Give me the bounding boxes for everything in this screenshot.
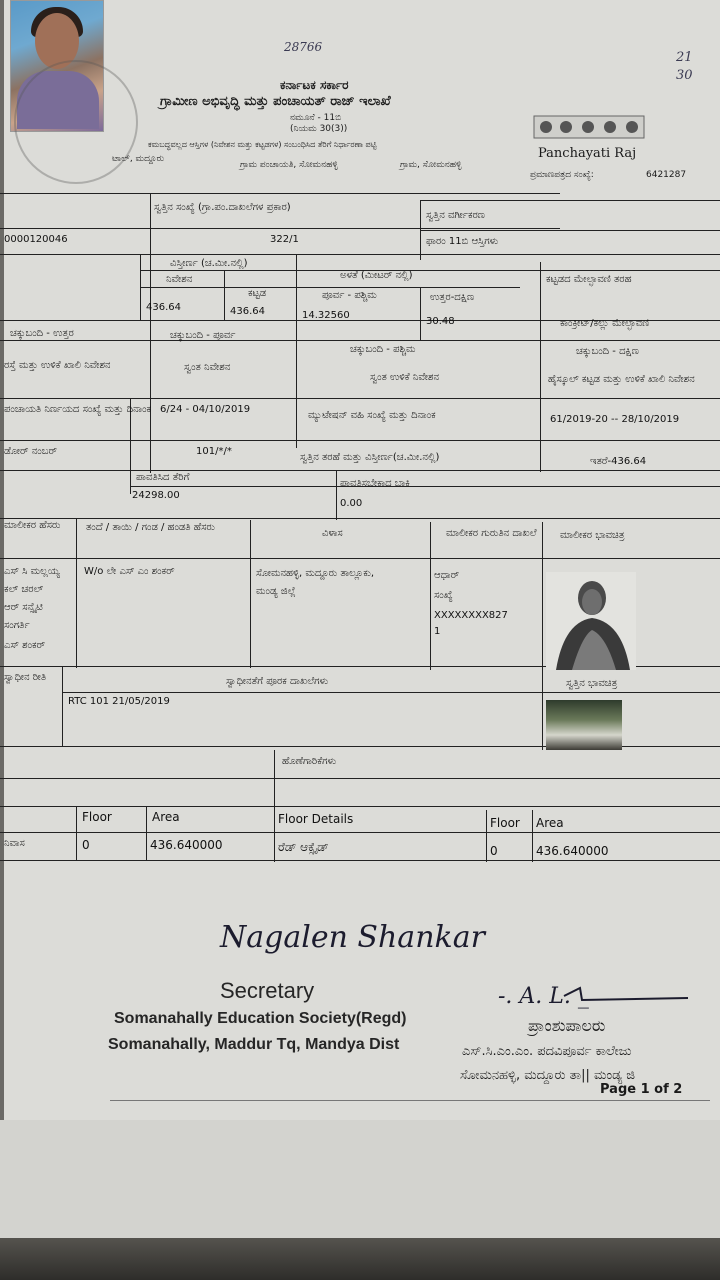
owner-id-4: 1 [434, 626, 441, 637]
lower-band [0, 1120, 720, 1240]
header-form-no: ನಮೂನೆ - 11ಬಿ [290, 113, 342, 123]
ns-value: 30.48 [426, 316, 455, 327]
tax-paid-label: ಪಾವತಿಸಿದ ತೆರಿಗೆ [136, 472, 190, 483]
form-11b-label: ಫಾರಂ 11ಬಿ ಆಸ್ತಿಗಳು [426, 236, 499, 247]
site-area: 436.64 [146, 302, 181, 313]
owner-name-line-2: ಕಲ್ ಚರಲ್ [4, 584, 44, 595]
header-department: ಗ್ರಾಮೀಣ ಅಭಿವೃದ್ಧಿ ಮತ್ತು ಪಂಚಾಯತ್ ರಾಜ್ ಇಲಾಖೆ [160, 94, 391, 109]
boundary-s-value: ಹೈಸ್ಕೂಲ್ ಕಟ್ಟಡ ಮತ್ತು ಉಳಿಕೆ ಖಾಲಿ ನಿವೇಶನ [548, 374, 695, 385]
type-area-label: ಸ್ವತ್ತಿನ ತರಹೆ ಮತ್ತು ವಿಸ್ತೀರ್ಣ(ಚ.ಮೀ.ನಲ್ಲಿ) [300, 452, 440, 463]
resolution-value: 6/24 - 04/10/2019 [160, 404, 251, 415]
ew-label: ಪೂರ್ವ - ಪಶ್ಚಿಮ [322, 290, 377, 301]
door-value: 101/*/* [196, 446, 232, 457]
liabilities-label: ಹೊಣೆಗಾರಿಕೆಗಳು [282, 756, 337, 767]
measure-label: ಅಳತೆ (ಮೀಟರ್ ನಲ್ಲಿ) [340, 270, 413, 281]
mutation-value: 61/2019-20 -- 28/10/2019 [550, 414, 680, 425]
signature-left: Nagalen Shankar [220, 920, 485, 955]
owner-address-label: ವಿಳಾಸ [322, 528, 343, 539]
top-note-right-1: 21 [676, 50, 693, 65]
ns-label: ಉತ್ತರ-ದಕ್ಷಿಣ [430, 292, 475, 303]
society-address: Somanahally, Maddur Tq, Mandya Dist [108, 1036, 400, 1053]
boundary-n-value: ರಸ್ತೆ ಮತ್ತು ಉಳಿಕೆ ಖಾಲಿ ನಿವೇಶನ [4, 360, 111, 371]
prop-no-label: ಸ್ವತ್ತಿನ ಸಂಖ್ಯೆ (ಗ್ರಾ.ಪಂ.ದಾಖಲೆಗಳ ಪ್ರಕಾರ) [154, 202, 291, 213]
owner-name-line-1: ಎಸ್ ಸಿ ಮಲ್ಲಯ್ಯ [4, 566, 60, 577]
roof-value: ಕಾಂಕ್ರೀಟ್/ಕಲ್ಲು ಮೇಲ್ಛಾವಣಿ [560, 318, 650, 329]
owner-photo-label: ಮಾಲೀಕರ ಭಾವಚಿತ್ರ [560, 530, 625, 541]
roof-label: ಕಟ್ಟಡದ ಮೇಲ್ಛಾವಣಿ ತರಹ [546, 274, 632, 285]
property-photo [546, 700, 622, 750]
door-label: ಡೋರ್ ನಂಬರ್ [4, 446, 58, 457]
owner-id-3: XXXXXXXX827 [434, 610, 508, 621]
tax-due-label: ಪಾವತಿಸಬೇಕಾದ ಬಾಕಿ [340, 478, 410, 489]
tax-paid-value: 24298.00 [132, 490, 180, 501]
owner-address-2: ಮಂಡ್ಯ ಜಿಲ್ಲೆ [256, 586, 296, 597]
principal-title: ಪ್ರಾಂಶುಪಾಲರು [528, 1016, 606, 1035]
signature-right: -. A. L. _ [498, 984, 589, 1009]
owner-id-label: ಮಾಲೀಕರ ಗುರುತಿನ ದಾಖಲೆ [446, 528, 537, 539]
owner-address-1: ಸೋಮನಹಳ್ಳಿ, ಮದ್ದೂರು ತಾಲ್ಲೂಕು, [256, 568, 375, 579]
owner-name-line-4: ಸಂಗರ್ತಿ [4, 620, 30, 631]
header-village: ಗ್ರಾಮ, ಸೋಮನಹಳ್ಳಿ [400, 160, 462, 170]
owner-id-1: ಆಧಾರ್ [434, 570, 460, 581]
floor-header: Floor [82, 810, 112, 824]
header-subtitle: ಕಮಬದ್ಧವಲ್ಲದ ಆಸ್ತಿಗಳ (ನಿವೇಶನ ಮತ್ತು ಕಟ್ಟಡಗಳ) ಸಂಬಂಧಿಸಿದ ತೆರಿಗೆ ನಿರ್ಧಾರಣಾ ಪಟ್ಟಿ [148, 140, 377, 149]
docs-label: ಸ್ವಾಧೀನತೆಗೆ ಪೂರಕ ದಾಖಲೆಗಳು [226, 676, 329, 687]
header-rule: (ನಿಯಮ 30(3)) [290, 124, 348, 134]
tax-due-value: 0.00 [340, 498, 363, 509]
area-header-2: Area [536, 816, 564, 830]
secretary-title: Secretary [220, 978, 315, 1003]
area-label: ವಿಸ್ತೀರ್ಣ (ಚ.ಮೀ.ನಲ್ಲಿ) [170, 258, 248, 269]
prop-photo-label: ಸ್ವತ್ತಿನ ಭಾವಚಿತ್ರ [566, 678, 618, 689]
panchayati-raj-logo [532, 110, 648, 146]
area-value-2: 436.640000 [536, 844, 609, 858]
college-name: ಎಸ್.ಸಿ.ಎಂ.ಎಂ. ಪದವಿಪೂರ್ವ ಕಾಲೇಜು [462, 1044, 632, 1059]
boundary-s-label: ಚಕ್ಕುಬಂದಿ - ದಕ್ಷಿಣ [576, 346, 639, 357]
area-header: Area [152, 810, 180, 824]
classification-label: ಸ್ವತ್ತಿನ ವರ್ಗೀಕರಣ [426, 210, 485, 221]
boundary-e-label: ಚಕ್ಕುಬಂದಿ - ಪೂರ್ವ [170, 330, 236, 341]
mutation-label: ಮ್ಯುಟೇಷನ್ ವಹಿ ಸಂಖ್ಯೆ ಮತ್ತು ದಿನಾಂಕ [308, 410, 436, 421]
boundary-e-value: ಸ್ವಂತ ನಿವೇಶನ [184, 362, 231, 373]
owner-relation-label: ತಂದೆ / ತಾಯಿ / ಗಂಡ / ಹಂಡತಿ ಹೆಸರು [86, 522, 215, 533]
building-area: 436.64 [230, 306, 265, 317]
building-label: ಕಟ್ಟಡ [248, 288, 267, 299]
seal-stamp [14, 60, 138, 184]
ew-value: 14.32560 [302, 310, 350, 321]
boundary-n-label: ಚಕ್ಕುಬಂದಿ - ಉತ್ತರ [10, 328, 74, 339]
owner-name-line-3: ಆರ್ ಸನ್ಸೈಟಿ [4, 602, 43, 613]
owner-relation-value: W/o ಲೇ ಎಸ್ ಎಂ ಶಂಕರ್ [84, 566, 175, 577]
floor-details-value: ರೆಡ್ ಆಕ್ಸೈಡ್ [278, 840, 329, 854]
owner-name-label: ಮಾಲೀಕರ ಹೆಸರು [4, 520, 61, 531]
top-note-center: 28766 [284, 40, 323, 54]
owner-photo [546, 572, 636, 670]
owner-name-line-5: ಎಸ್ ಶಂಕರ್ [4, 640, 46, 651]
header-taluk: ಟಾಲ್, ಮದ್ದೂರು [112, 154, 165, 164]
floor-value-2: 0 [490, 844, 498, 858]
cert-no-label: ಪ್ರಮಾಣಪತ್ರದ ಸಂಖ್ಯೆ: [530, 170, 594, 180]
cert-no: 6421287 [646, 170, 687, 180]
top-note-right-2: 30 [676, 68, 693, 83]
owner-id-2: ಸಂಖ್ಯೆ [434, 590, 453, 601]
acq-label: ಸ್ವಾಧೀನ ರೀತಿ [4, 672, 47, 683]
header-panchayat: ಗ್ರಾಮ ಪಂಚಾಯತಿ, ಸೋಮನಹಳ್ಳಿ [240, 160, 338, 170]
boundary-w-label: ಚಕ್ಕುಬಂದಿ - ಪಶ್ಚಿಮ [350, 344, 416, 355]
boundary-w-value: ಸ್ವಂತ ಉಳಿಕೆ ನಿವೇಶನ [370, 372, 440, 383]
bottom-shadow [0, 1238, 720, 1280]
type-area-value: ಇತರೆ-436.64 [590, 456, 647, 467]
docs-value: RTC 101 21/05/2019 [68, 696, 170, 707]
prop-no-value: 322/1 [270, 234, 299, 245]
floor-value: 0 [82, 838, 90, 852]
society-name: Somanahally Education Society(Regd) [114, 1010, 407, 1027]
site-label: ನಿವೇಶನ [166, 274, 193, 285]
signature-right-stroke [560, 984, 700, 1004]
header-state: ಕರ್ನಾಟಕ ಸರ್ಕಾರ [280, 78, 349, 92]
logo-text: Panchayati Raj [538, 146, 637, 161]
college-address: ಸೋಮನಹಳ್ಳಿ, ಮದ್ದೂರು ತಾ|| ಮಂಡ್ಯ ಜಿ [460, 1068, 636, 1083]
floor-details-header: Floor Details [278, 812, 354, 826]
floor-left-label: ನಿವಾಸ [4, 838, 25, 849]
page-number: Page 1 of 2 [600, 1082, 683, 1097]
area-value: 436.640000 [150, 838, 223, 852]
resolution-label: ಪಂಚಾಯತಿ ನಿರ್ಣಯದ ಸಂಖ್ಯೆ ಮತ್ತು ದಿನಾಂಕ [4, 404, 152, 415]
floor-header-2: Floor [490, 816, 520, 830]
id-value: 0000120046 [4, 234, 68, 245]
